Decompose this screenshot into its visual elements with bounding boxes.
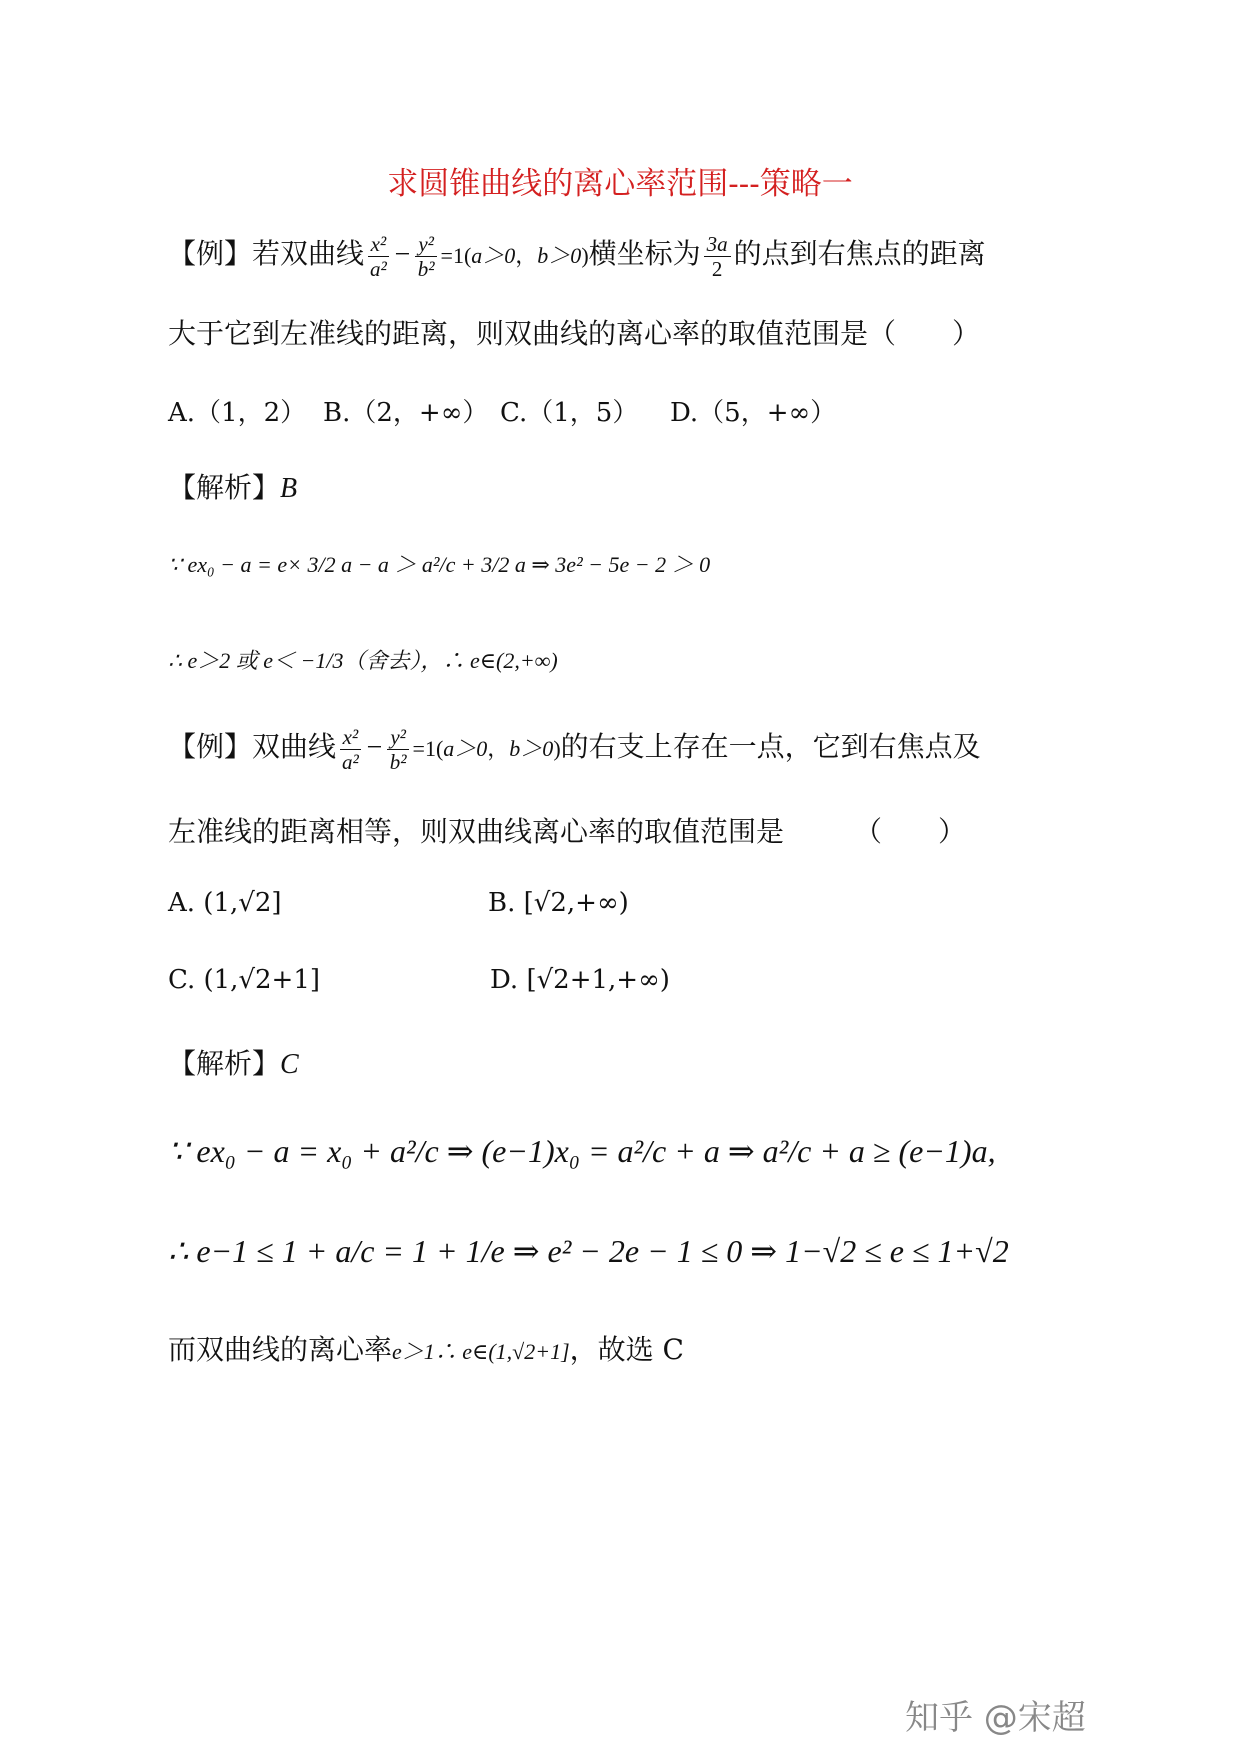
example2-answer: C <box>280 1049 299 1080</box>
watermark: 知乎 @宋超 <box>905 1698 1086 1738</box>
example1-line2: 大于它到左准线的距离，则双曲线的离心率的取值范围是（ ） <box>168 317 981 350</box>
example2-text1: 双曲线 <box>252 730 337 764</box>
example1-analysis-label: 【解析】 <box>168 471 281 504</box>
example1-analysis <box>168 466 297 506</box>
example2-solution-step1: ∵ ex₀ − a = x₀ + a²/c ⇒ (e−1)x₀ = a²/c + a ⇒ a²/c + a ≥ (e−1)a, <box>168 1133 996 1169</box>
example2-analysis <box>168 1042 299 1082</box>
example1-solution-step1: ∵ ex₀ − a = e× 3/2 a − a ＞ a²/c + 3/2 a ⇒ 3e² − 5e − 2 ＞ 0 <box>168 552 711 577</box>
example2-option-c: C. (1,√2+1] <box>168 965 321 995</box>
example1-option-d: D.（5，+∞） <box>670 398 837 428</box>
example2-text2: 的右支上存在一点，它到右焦点及 <box>560 730 981 764</box>
example1-option-c: C.（1，5） <box>500 398 639 428</box>
example2-option-a: A. (1,√2] <box>168 888 282 918</box>
example1-hyperbola-eq: $\frac{\text{x²}}{\text{a²}}$ − $\frac{\text{y²}}{\text{b²}}$ =1(a＞0，b＞0) <box>364 239 589 270</box>
example1-text3: 的点到右焦点的距离 <box>733 237 986 271</box>
example1-text2: 横坐标为 <box>588 237 701 271</box>
example2-option-d: D. [√2+1,+∞) <box>490 965 670 995</box>
example1-tag: 【例】 <box>168 237 253 271</box>
page-title: 求圆锥曲线的离心率范围---策略一 <box>387 166 853 202</box>
example2-line2: 左准线的距离相等，则双曲线离心率的取值范围是 （ ） <box>168 815 967 848</box>
example1-text1: 若双曲线 <box>252 237 365 271</box>
example1-answer: B <box>280 473 298 504</box>
example2-line1 <box>168 725 981 774</box>
example1-line1 <box>168 232 986 281</box>
example2-analysis-label: 【解析】 <box>168 1047 281 1080</box>
example2-option-b: B. [√2,+∞) <box>488 888 629 918</box>
example2-conclusion <box>168 1328 684 1368</box>
example2-solution-step2: ∴ e−1 ≤ 1 + a/c = 1 + 1/e ⇒ e² − 2e − 1 ≤ 0 ⇒ 1−√2 ≤ e ≤ 1+√2 <box>168 1233 1009 1269</box>
example2-hyperbola-eq: $\frac{\text{x²}}{\text{a²}}$ − $\frac{\text{y²}}{\text{b²}}$ =1(a＞0，b＞0) <box>336 732 561 763</box>
example1-abscissa: $\frac{3a}{2}$ <box>701 239 734 270</box>
example2-conclusion-end: ，故选 C <box>569 1333 684 1366</box>
example1-solution-step2: ∴ e＞2 或 e＜ −1/3（舍去），∴ e∈(2,+∞) <box>168 648 558 673</box>
example1-option-a: A.（1，2） <box>168 398 307 428</box>
example2-tag: 【例】 <box>168 730 253 764</box>
example1-option-b: B.（2，+∞） <box>323 398 489 428</box>
example2-conclusion-math: e＞1∴ e∈(1,√2+1] <box>392 1339 570 1364</box>
example2-conclusion-text: 而双曲线的离心率 <box>168 1333 393 1366</box>
